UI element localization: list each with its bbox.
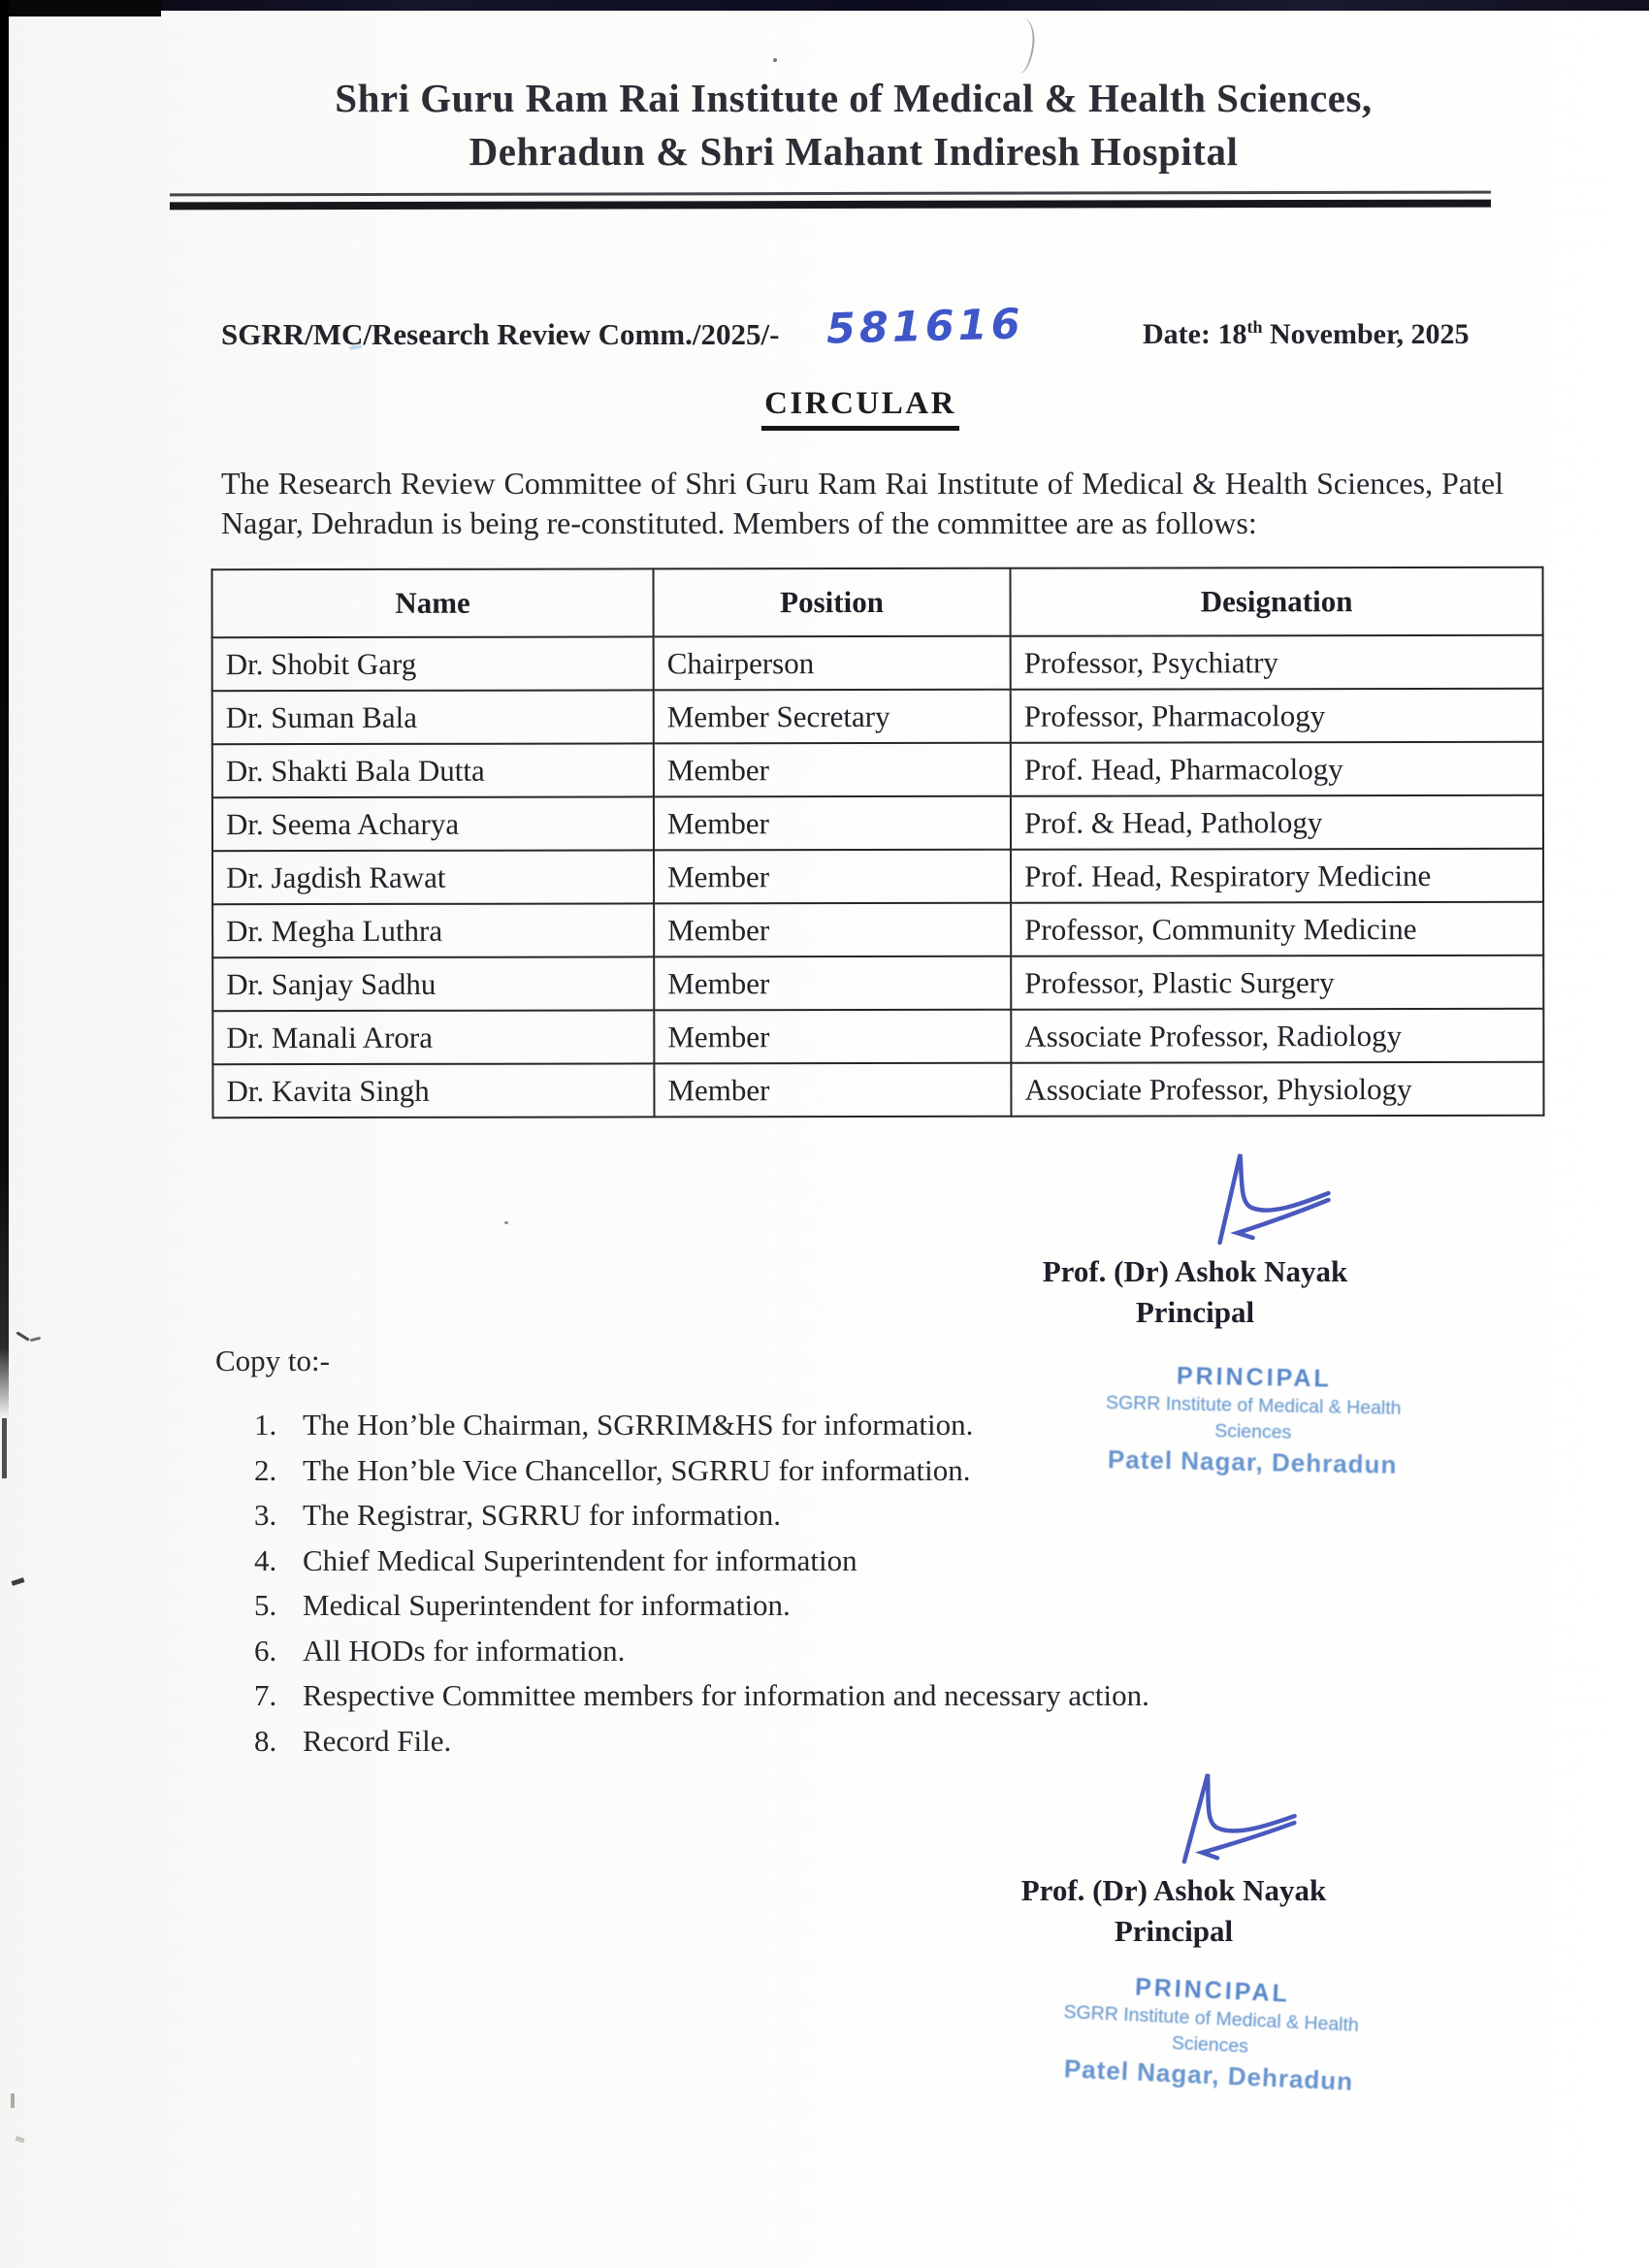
document-title-wrap [715, 386, 1006, 431]
member-designation: Professor, Pharmacology [1011, 689, 1543, 743]
copy-to-list [254, 1403, 1418, 1764]
table-row [212, 1009, 1543, 1064]
signatory-block-2 [980, 1870, 1368, 1952]
member-position: Member [654, 1063, 1011, 1118]
member-name: Dr. Manali Arora [212, 1010, 654, 1064]
table-row [212, 795, 1543, 851]
date-prefix: Date: 18 [1143, 318, 1247, 350]
list-item-number: 1. [254, 1408, 277, 1442]
copy-to-label: Copy to:- [215, 1344, 330, 1377]
list-item [254, 1403, 1418, 1448]
stamp-title: PRINCIPAL [1134, 1973, 1291, 2008]
member-name: Dr. Sanjay Sadhu [212, 956, 654, 1011]
table-row [212, 689, 1543, 744]
signatory-title: Principal [1114, 1914, 1234, 1948]
member-position: Member [654, 796, 1011, 851]
table-row [212, 1062, 1543, 1118]
scan-left-edge-dash [2, 1418, 7, 1478]
body-paragraph: The Research Review Committee of Shri Guru Ram Rai Institute of Medical & Health Sciences, Patel Nagar, Dehradun is being re-constituted. Members of the committee are as follows: [221, 466, 1504, 540]
table-row [212, 742, 1543, 797]
table-row [212, 849, 1543, 904]
list-item-text: Chief Medical Superintendent for information [303, 1542, 857, 1577]
member-designation: Associate Professor, Radiology [1011, 1009, 1543, 1063]
list-item-number: 3. [254, 1498, 277, 1532]
date-suffix: November, 2025 [1262, 318, 1470, 350]
list-item [254, 1539, 1418, 1584]
scan-topleft-corner-artifact [0, 0, 161, 16]
table-row [212, 902, 1543, 957]
document-title: CIRCULAR [761, 386, 959, 431]
list-item [254, 1629, 1418, 1674]
stamp-title: PRINCIPAL [1176, 1362, 1333, 1393]
scan-speck [11, 2093, 15, 2108]
member-designation: Prof. Head, Respiratory Medicine [1011, 849, 1543, 903]
scan-speck [15, 2136, 24, 2144]
scan-speck [504, 1221, 508, 1224]
member-name: Dr. Jagdish Rawat [212, 850, 654, 904]
list-item-text: Medical Superintendent for information. [303, 1588, 791, 1622]
scan-scratch-mark [1005, 16, 1039, 75]
list-item-number: 6. [254, 1633, 277, 1668]
member-designation: Prof. Head, Pharmacology [1011, 742, 1543, 796]
member-name: Dr. Shobit Garg [212, 636, 654, 691]
signatory-title: Principal [1135, 1295, 1255, 1329]
list-item-number: 4. [254, 1542, 277, 1577]
list-item-text: The Hon’ble Vice Chancellor, SGRRU for information. [303, 1452, 971, 1487]
list-item [254, 1583, 1418, 1629]
column-header-designation: Designation [1011, 567, 1543, 636]
member-designation: Professor, Psychiatry [1011, 635, 1543, 690]
member-position: Member [654, 903, 1011, 957]
scan-left-margin-mark [12, 1577, 25, 1586]
column-header-name: Name [212, 568, 654, 637]
list-item-number: 2. [254, 1452, 277, 1487]
scan-top-edge-artifact [0, 0, 1649, 11]
list-item-text: The Hon’ble Chairman, SGRRIM&HS for information. [303, 1408, 974, 1442]
list-item-number: 8. [254, 1723, 277, 1758]
member-name: Dr. Seema Acharya [212, 796, 654, 851]
list-item [254, 1448, 1418, 1494]
stamp-institute: SGRR Institute of Medical & Health Sciences [1105, 1392, 1402, 1443]
principal-stamp-2 [1033, 1967, 1387, 2099]
member-designation: Professor, Community Medicine [1011, 902, 1543, 956]
member-position: Chairperson [654, 636, 1011, 691]
scan-left-edge-artifact [0, 0, 9, 1418]
table-header-row [212, 567, 1543, 637]
stamp-location: Patel Nagar, Dehradun [1107, 1444, 1398, 1479]
member-name: Dr. Megha Luthra [212, 903, 654, 957]
scan-margin-scribble [16, 1331, 29, 1341]
letterhead-line1: Shri Guru Ram Rai Institute of Medical & Health Sciences, [335, 76, 1373, 120]
list-item [254, 1719, 1418, 1765]
member-position: Member [654, 956, 1011, 1011]
letterhead-title [29, 72, 1649, 178]
member-position: Member [654, 850, 1011, 904]
list-item-text: The Registrar, SGRRU for information. [303, 1498, 781, 1532]
signature-ink-1 [1206, 1149, 1337, 1246]
signatory-name: Prof. (Dr) Ashok Nayak [1042, 1254, 1348, 1288]
stamp-institute: SGRR Institute of Medical & Health Sciences [1063, 2001, 1360, 2057]
handwritten-reference-number: 581616 [825, 300, 1025, 354]
member-name: Dr. Shakti Bala Dutta [212, 743, 654, 797]
letterhead-line2: Dehradun & Shri Mahant Indiresh Hospital [469, 129, 1239, 174]
member-name: Dr. Kavita Singh [212, 1063, 654, 1118]
stamp-location: Patel Nagar, Dehradun [1063, 2054, 1354, 2096]
signatory-block-1 [1001, 1251, 1389, 1333]
letterhead-divider-rule [170, 191, 1491, 211]
member-designation: Professor, Plastic Surgery [1011, 956, 1543, 1010]
list-item [254, 1493, 1418, 1539]
table-row [212, 635, 1543, 691]
member-designation: Prof. & Head, Pathology [1011, 795, 1543, 850]
signatory-name: Prof. (Dr) Ashok Nayak [1020, 1873, 1327, 1907]
list-item-text: Respective Committee members for information and necessary action. [303, 1678, 1149, 1712]
member-designation: Associate Professor, Physiology [1011, 1062, 1543, 1117]
date-ordinal-suffix: th [1246, 317, 1263, 337]
committee-table [211, 567, 1545, 1118]
scan-margin-scribble [30, 1337, 41, 1343]
signature-ink-2 [1170, 1767, 1304, 1869]
reference-number-label: SGRR/MC/Research Review Comm./2025/- [221, 317, 780, 351]
member-position: Member Secretary [654, 690, 1011, 744]
table-row [212, 956, 1543, 1011]
column-header-position: Position [654, 568, 1011, 637]
member-position: Member [654, 743, 1011, 797]
list-item-text: All HODs for information. [303, 1633, 626, 1668]
scan-speck [773, 58, 777, 62]
member-name: Dr. Suman Bala [212, 690, 654, 744]
member-position: Member [654, 1010, 1011, 1064]
list-item-number: 5. [254, 1588, 277, 1622]
list-item-text: Record File. [303, 1723, 452, 1758]
date-line [1143, 317, 1470, 351]
list-item-number: 7. [254, 1678, 277, 1712]
list-item [254, 1673, 1418, 1719]
